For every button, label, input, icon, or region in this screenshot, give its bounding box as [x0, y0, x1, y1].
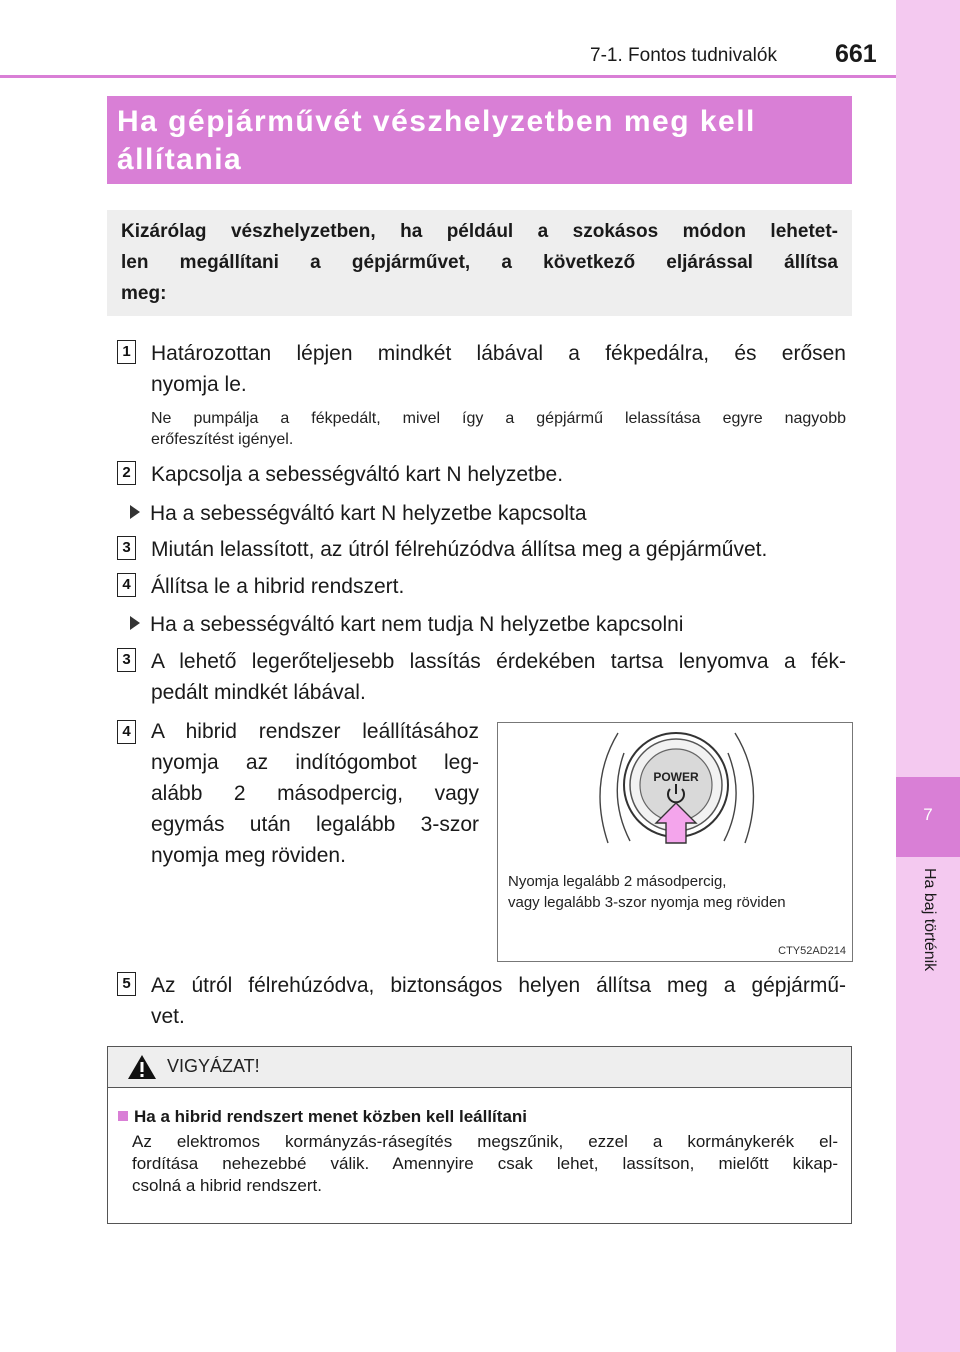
step-line: egymás után legalább 3-szor: [151, 813, 479, 836]
triangle-bullet-icon: [130, 616, 140, 630]
note-line: Ne pumpálja a fékpedált, mivel így a gépjármű lelassítása egyre nagyobb: [151, 410, 846, 427]
step-text: Miután lelassított, az útról félrehúzódva állítsa meg a gépjárművet.: [151, 538, 768, 561]
step-line: nyomja le.: [151, 373, 247, 396]
chapter-side-strip: [896, 0, 960, 1352]
note-line: erőfeszítést igényel.: [151, 431, 294, 448]
page-number: 661: [835, 40, 877, 68]
condition-heading: [130, 609, 683, 640]
warning-subtitle-text: Ha a hibrid rendszert menet közben kell leállítani: [134, 1107, 528, 1126]
warning-line: Az elektromos kormányzás-rásegítés megszűnik, ezzel a kormánykerék el-: [132, 1132, 838, 1151]
warning-triangle-icon: [127, 1054, 157, 1080]
condition-heading: [130, 498, 587, 529]
figure-code: CTY52AD214: [778, 945, 846, 957]
header-divider: [0, 75, 896, 78]
step-line: Határozottan lépjen mindkét lábával a fékpedálra, és erősen: [151, 342, 846, 365]
power-button-label: POWER: [653, 770, 699, 784]
step-number: 3: [117, 536, 136, 560]
step-line: alább 2 másodpercig, vagy: [151, 782, 479, 805]
warning-header: [108, 1047, 851, 1088]
step-number: 3: [117, 648, 136, 672]
step-note: [151, 408, 846, 450]
condition-heading-text: Ha a sebességváltó kart nem tudja N helyzetbe kapcsolni: [150, 613, 684, 636]
chapter-title: Ha baj történik: [921, 868, 938, 972]
intro-line: len megállítani a gépjárművet, a következő eljárással állítsa: [121, 252, 838, 273]
step-text: Kapcsolja a sebességváltó kart N helyzetbe.: [151, 463, 564, 486]
step-line: A lehető legerőteljesebb lassítás érdekében tartsa lenyomva a fék-: [151, 650, 846, 673]
page-title-line: Ha gépjárművét vészhelyzetben meg kell: [117, 105, 756, 138]
step-line: vet.: [151, 1005, 185, 1028]
intro-line: meg:: [121, 283, 167, 304]
step-line: Az útról félrehúzódva, biztonságos helyen állítsa meg a gépjármű-: [151, 974, 846, 997]
power-button-figure: [497, 722, 853, 962]
warning-label: VIGYÁZAT!: [167, 1056, 260, 1076]
power-button-illustration: [498, 723, 852, 961]
step-line: nyomja meg röviden.: [151, 844, 346, 867]
intro-line: Kizárólag vészhelyzetben, ha például a szokásos módon lehetet-: [121, 221, 838, 242]
step-line: nyomja az indítógombot leg-: [151, 751, 479, 774]
step-number: 2: [117, 461, 136, 485]
figure-caption-line: Nyomja legalább 2 másodpercig,: [508, 873, 727, 890]
chapter-number: 7: [923, 805, 933, 824]
step-number: 4: [117, 573, 136, 597]
chapter-tab: [896, 777, 960, 857]
page-title-line: állítania: [117, 143, 243, 176]
step-text: [151, 970, 846, 1032]
figure-caption-line: vagy legalább 3-szor nyomja meg röviden: [508, 894, 786, 911]
step-text: [151, 338, 846, 400]
warning-text: [132, 1131, 838, 1197]
step-text: [151, 646, 846, 708]
square-bullet-icon: [118, 1111, 128, 1121]
figure-caption: [508, 871, 786, 913]
page-title: [107, 96, 852, 184]
step-line: pedált mindkét lábával.: [151, 681, 366, 704]
warning-subtitle: [118, 1107, 527, 1127]
step-number: 1: [117, 340, 136, 364]
step-text: Állítsa le a hibrid rendszert.: [151, 575, 405, 598]
triangle-bullet-icon: [130, 505, 140, 519]
step-number: 5: [117, 972, 136, 996]
condition-heading-text: Ha a sebességváltó kart N helyzetbe kapcsolta: [150, 502, 587, 525]
intro-box: [107, 210, 852, 316]
warning-box: [107, 1046, 852, 1224]
warning-line: csolná a hibrid rendszert.: [132, 1176, 322, 1195]
step-line: A hibrid rendszer leállításához: [151, 720, 479, 743]
section-title: 7-1. Fontos tudnivalók: [590, 45, 777, 66]
step-number: 4: [117, 720, 136, 744]
warning-line: fordítása nehezebbé válik. Amennyire csak lehet, lassítson, mielőtt kikap-: [132, 1154, 838, 1173]
step-text: [151, 716, 479, 871]
